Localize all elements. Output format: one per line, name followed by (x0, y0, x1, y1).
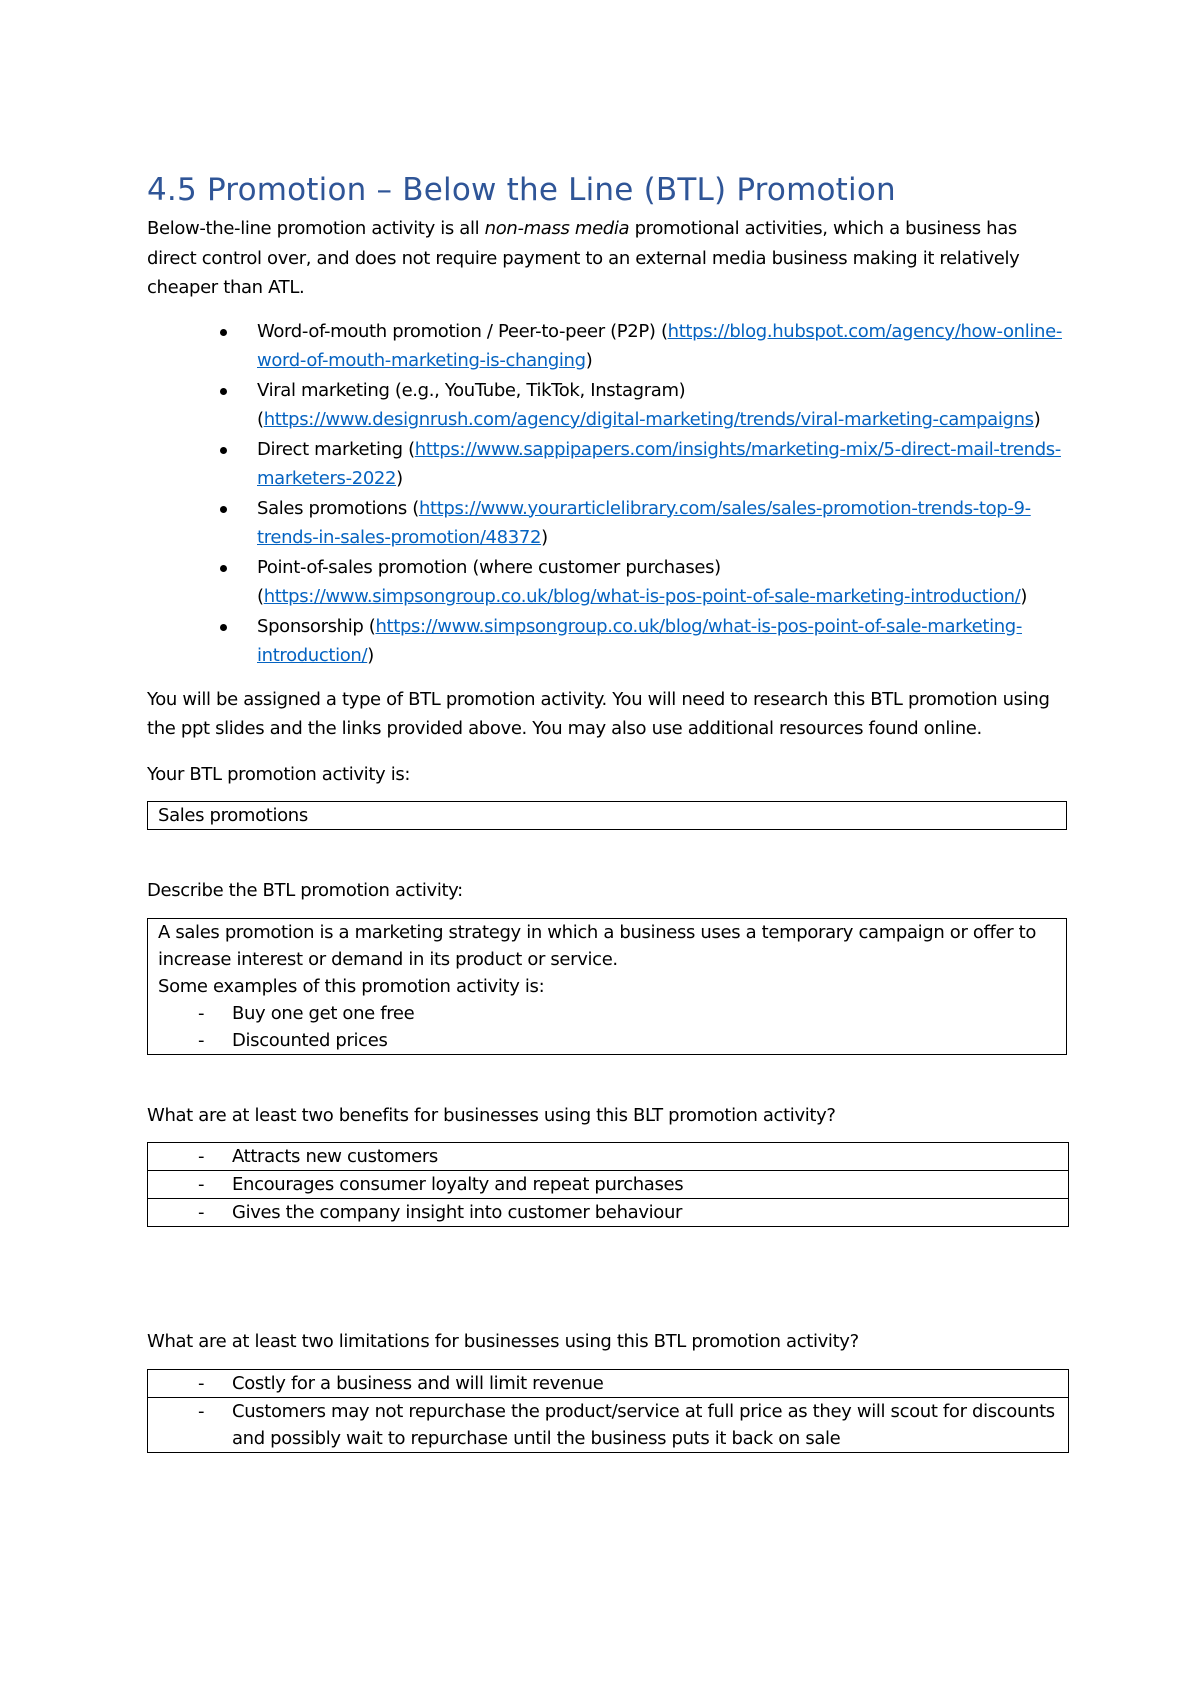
list-item-close: ) (367, 645, 374, 666)
list-item (147, 376, 1067, 435)
list-item (147, 435, 1067, 494)
table-cell[interactable] (148, 1171, 1069, 1199)
list-item (147, 612, 1067, 671)
benefit-text: Gives the company insight into customer behaviour (232, 1202, 683, 1223)
dash-marker: - (198, 1146, 205, 1167)
resource-link[interactable]: https://www.simpsongroup.co.uk/blog/what-is-pos-point-of-sale-marketing-introduction/ (257, 615, 1022, 666)
dash-marker: - (198, 1400, 205, 1422)
table-row (148, 1199, 1069, 1227)
describe-line-1: A sales promotion is a marketing strategy in which a business uses a temporary campaign or offer to increase interest or demand in its product or service. (158, 921, 1037, 970)
describe-label: Describe the BTL promotion activity: (147, 880, 463, 901)
limitation-text: Customers may not repurchase the product/service at full price as they will scout for discounts and possibly wait to repurchase until the business puts it back on sale (232, 1400, 1055, 1449)
describe-answer-box[interactable] (147, 918, 1067, 1055)
activity-label: Your BTL promotion activity is: (147, 763, 411, 785)
benefit-item (158, 1143, 1058, 1170)
limitations-label: What are at least two limitations for businesses using this BTL promotion activity? (147, 1331, 859, 1352)
limitation-text: Costly for a business and will limit revenue (232, 1372, 604, 1394)
resource-link[interactable]: https://www.designrush.com/agency/digital-marketing/trends/viral-marketing-campaigns (263, 409, 1034, 430)
dash-marker: - (198, 1372, 205, 1394)
intro-paragraph (147, 214, 1067, 303)
list-item (147, 317, 1067, 376)
dash-marker: - (198, 1174, 205, 1195)
list-item (147, 553, 1067, 612)
intro-text-after: promotional activities, which a business has direct control over, and does not require payment to an external media business making it relatively cheaper than ATL. (147, 218, 1020, 298)
assignment-paragraph: You will be assigned a type of BTL promotion activity. You will need to research this BTL promotion using the ppt slides and the links provided above. You may also use additional resources found online. (147, 688, 1050, 739)
resource-link[interactable]: https://blog.hubspot.com/agency/how-online-word-of-mouth-marketing-is-changing (257, 320, 1062, 371)
table-cell[interactable] (148, 1369, 1069, 1397)
dash-marker: - (198, 1002, 205, 1024)
limitation-item (158, 1398, 1058, 1452)
resource-link[interactable]: https://www.yourarticlelibrary.com/sales/sales-promotion-trends-top-9-trends-in-sales-promotion/48372 (257, 497, 1031, 548)
table-row (148, 1171, 1069, 1199)
example-text: Buy one get one free (232, 1002, 415, 1024)
list-item-close: ) (1020, 586, 1028, 607)
btl-activity-list (147, 317, 1067, 671)
document-content (147, 170, 1067, 1453)
list-item-label: Word-of-mouth promotion / Peer-to-peer (P2P) ( (257, 320, 668, 342)
list-item-label: Sponsorship ( (257, 615, 376, 637)
list-item-label: Viral marketing (e.g., YouTube, TikTok, Instagram) ( (257, 379, 686, 430)
limitation-item (158, 1370, 1058, 1397)
list-item-close: ) (541, 527, 548, 548)
benefits-label: What are at least two benefits for businesses using this BLT promotion activity? (147, 1104, 836, 1126)
example-item (158, 1000, 1056, 1027)
intro-text-before: Below-the-line promotion activity is all (147, 218, 485, 239)
list-item-label: Point-of-sales promotion (where customer purchases) ( (257, 556, 721, 607)
table-row (148, 1369, 1069, 1397)
intro-emphasis: non-mass media (484, 218, 630, 239)
list-item-close: ) (585, 350, 593, 371)
list-item-label: Sales promotions ( (257, 497, 419, 519)
benefit-text: Attracts new customers (232, 1146, 438, 1167)
table-cell[interactable] (148, 1397, 1069, 1452)
benefits-table (147, 1142, 1069, 1227)
describe-line-2: Some examples of this promotion activity is: (158, 975, 545, 997)
benefit-text: Encourages consumer loyalty and repeat purchases (232, 1174, 684, 1195)
benefit-item (158, 1171, 1058, 1198)
list-item (147, 494, 1067, 553)
activity-answer: Sales promotions (158, 805, 308, 826)
dash-marker: - (198, 1029, 205, 1051)
list-item-label: Direct marketing ( (257, 438, 415, 460)
dash-marker: - (198, 1202, 205, 1223)
resource-link[interactable]: https://www.sappipapers.com/insights/marketing-mix/5-direct-mail-trends-marketers-2022 (257, 438, 1061, 489)
benefit-item (158, 1199, 1058, 1226)
example-item (158, 1027, 1056, 1054)
limitations-table (147, 1369, 1069, 1453)
table-cell[interactable] (148, 1199, 1069, 1227)
list-item-close: ) (1033, 409, 1041, 430)
activity-answer-box[interactable] (147, 801, 1067, 830)
table-row (148, 1397, 1069, 1452)
list-item-close: ) (396, 468, 403, 489)
table-row (148, 1143, 1069, 1171)
example-text: Discounted prices (232, 1029, 388, 1051)
table-cell[interactable] (148, 1143, 1069, 1171)
resource-link[interactable]: https://www.simpsongroup.co.uk/blog/what-is-pos-point-of-sale-marketing-introduction/ (263, 586, 1021, 607)
page-title: 4.5 Promotion – Below the Line (BTL) Promotion (147, 172, 896, 208)
